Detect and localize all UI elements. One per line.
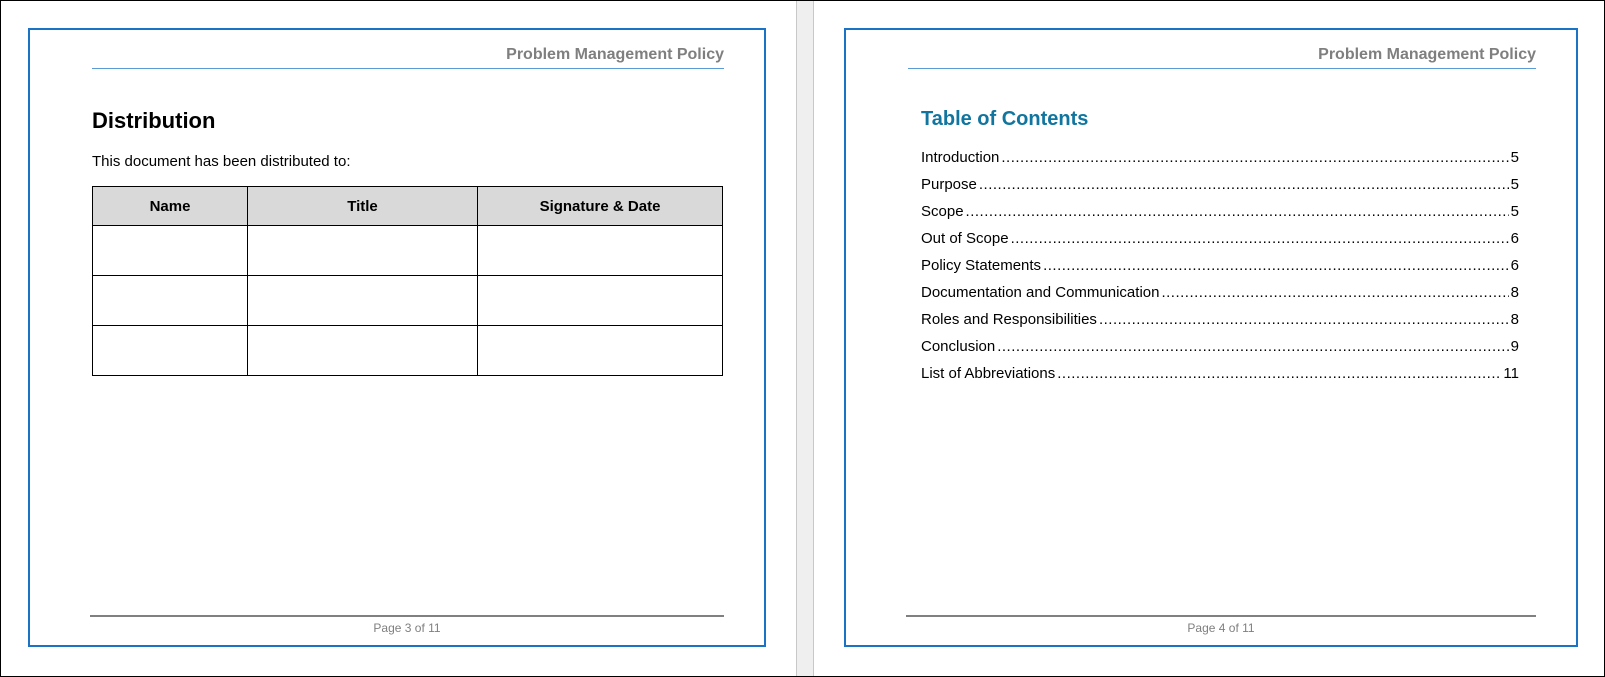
toc-leader-dots (997, 338, 1508, 355)
toc-entry-label: Out of Scope (921, 230, 1009, 247)
toc-entry-label: Policy Statements (921, 257, 1042, 274)
toc-heading: Table of Contents (921, 108, 1089, 130)
table-cell[interactable] (248, 226, 478, 276)
toc-entry-page: 9 (1510, 338, 1519, 355)
page-header-title: Problem Management Policy (506, 46, 724, 63)
table-cell[interactable] (248, 326, 478, 376)
toc-entry[interactable] (921, 149, 1519, 176)
toc-entry-page: 11 (1503, 365, 1519, 382)
toc-entry-label: Conclusion (921, 338, 996, 355)
table-header-row (93, 187, 723, 226)
column-header-signature-date: Signature & Date (478, 187, 723, 226)
table-cell[interactable] (93, 326, 248, 376)
toc-entry-label: List of Abbreviations (921, 365, 1056, 382)
column-header-name: Name (93, 187, 248, 226)
toc-leader-dots (1161, 284, 1508, 301)
toc-entry[interactable] (921, 284, 1519, 311)
table-cell[interactable] (93, 276, 248, 326)
toc-entry-page: 5 (1510, 149, 1519, 166)
toc-entry-label: Scope (921, 203, 964, 220)
table-cell[interactable] (478, 226, 723, 276)
toc-entry-page: 5 (1510, 176, 1519, 193)
toc-entry-label: Documentation and Communication (921, 284, 1160, 301)
column-header-title: Title (248, 187, 478, 226)
table-of-contents (921, 149, 1519, 392)
toc-leader-dots (979, 176, 1509, 193)
toc-entry-page: 8 (1510, 311, 1519, 328)
toc-entry-page: 8 (1510, 284, 1519, 301)
toc-entry[interactable] (921, 230, 1519, 257)
table-cell[interactable] (478, 326, 723, 376)
distribution-heading: Distribution (92, 108, 216, 133)
table-row (93, 326, 723, 376)
toc-leader-dots (1011, 230, 1509, 247)
header-divider (92, 68, 724, 69)
toc-entry-page: 6 (1510, 230, 1519, 247)
footer-divider (90, 615, 724, 617)
page-header-title: Problem Management Policy (1318, 46, 1536, 63)
toc-entry-label: Introduction (921, 149, 1000, 166)
table-row (93, 226, 723, 276)
distribution-intro: This document has been distributed to: (92, 153, 351, 170)
table-cell[interactable] (93, 226, 248, 276)
toc-entry[interactable] (921, 257, 1519, 284)
toc-entry-label: Roles and Responsibilities (921, 311, 1097, 328)
toc-entry[interactable] (921, 311, 1519, 338)
toc-leader-dots (966, 203, 1509, 220)
page-3 (28, 28, 766, 647)
toc-leader-dots (1099, 311, 1509, 328)
page-4 (844, 28, 1578, 647)
table-row (93, 276, 723, 326)
toc-entry-page: 6 (1510, 257, 1519, 274)
footer-divider (906, 615, 1536, 617)
toc-entry-label: Purpose (921, 176, 977, 193)
table-cell[interactable] (248, 276, 478, 326)
page-number: Page 4 of 11 (1187, 621, 1255, 635)
toc-entry[interactable] (921, 338, 1519, 365)
toc-entry[interactable] (921, 365, 1519, 392)
distribution-table (92, 186, 723, 376)
header-divider (908, 68, 1536, 69)
toc-entry-page: 5 (1510, 203, 1519, 220)
toc-entry[interactable] (921, 203, 1519, 230)
page-number: Page 3 of 11 (373, 621, 441, 635)
toc-leader-dots (1043, 257, 1509, 274)
table-cell[interactable] (478, 276, 723, 326)
toc-leader-dots (1057, 365, 1501, 382)
toc-entry[interactable] (921, 176, 1519, 203)
page-gutter (796, 1, 814, 676)
toc-leader-dots (1001, 149, 1508, 166)
